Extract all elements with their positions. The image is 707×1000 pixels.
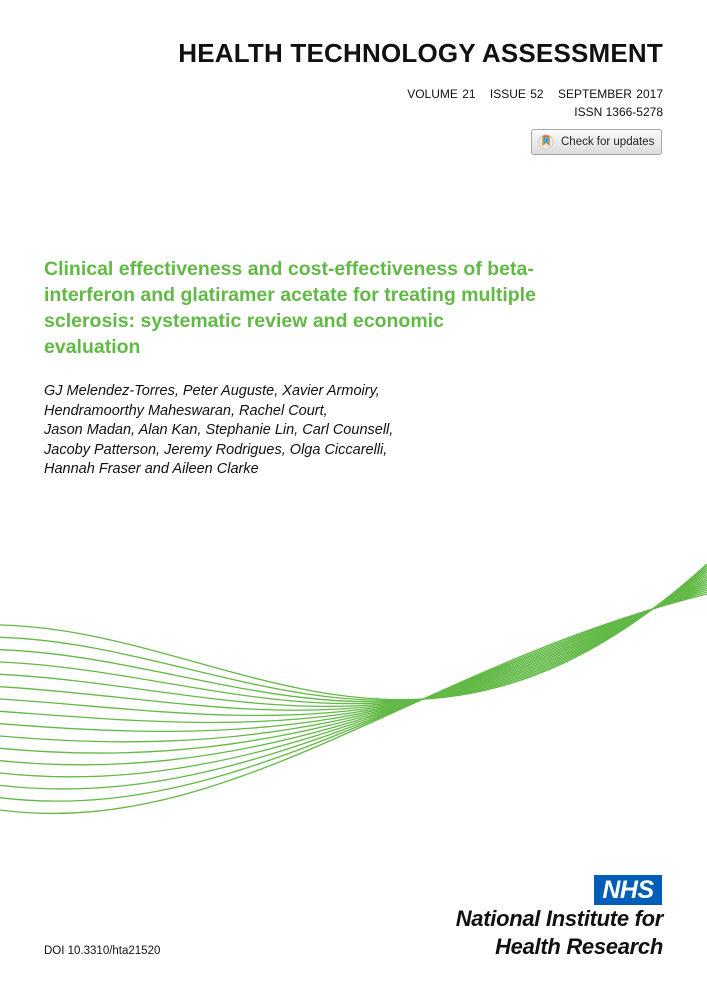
article-title: Clinical effectiveness and cost-effectiveness of beta-interferon and glatiramer acetate for treating multiple sclerosis: systematic review and economic evaluation — [44, 258, 536, 358]
volume-label: VOLUME 21 — [407, 87, 476, 101]
author-list — [44, 382, 464, 480]
issn-label: ISSN 1366-5278 — [574, 105, 663, 119]
check-for-updates-button[interactable] — [531, 129, 662, 155]
nhs-logo: NHS — [594, 875, 662, 905]
journal-title: HEALTH TECHNOLOGY ASSESSMENT — [178, 38, 663, 68]
author-line: Hendramoorthy Maheswaran, Rachel Court, — [44, 402, 328, 419]
doi-label: DOI 10.3310/hta21520 — [44, 945, 161, 957]
author-line: Hannah Fraser and Aileen Clarke — [44, 461, 259, 477]
wave-line — [0, 590, 707, 789]
wave-line — [0, 588, 707, 777]
institute-name-line1: National Institute for — [455, 906, 663, 931]
wave-line — [0, 586, 707, 765]
date-label: SEPTEMBER 2017 — [557, 87, 663, 101]
issue-label: ISSUE 52 — [489, 87, 544, 101]
author-line: GJ Melendez-Torres, Peter Auguste, Xavier Armoiry, — [44, 383, 380, 399]
institute-name-line2: Health Research — [495, 934, 663, 959]
author-line: Jacoby Patterson, Jeremy Rodrigues, Olga Ciccarelli, — [44, 441, 388, 458]
check-for-updates-label: Check for updates — [561, 136, 655, 148]
decorative-wave-lines — [0, 540, 707, 880]
author-line: Jason Madan, Alan Kan, Stephanie Lin, Carl Counsell, — [44, 422, 394, 438]
wave-line — [0, 576, 707, 715]
crossmark-icon — [538, 134, 554, 150]
issue-line — [407, 87, 663, 101]
